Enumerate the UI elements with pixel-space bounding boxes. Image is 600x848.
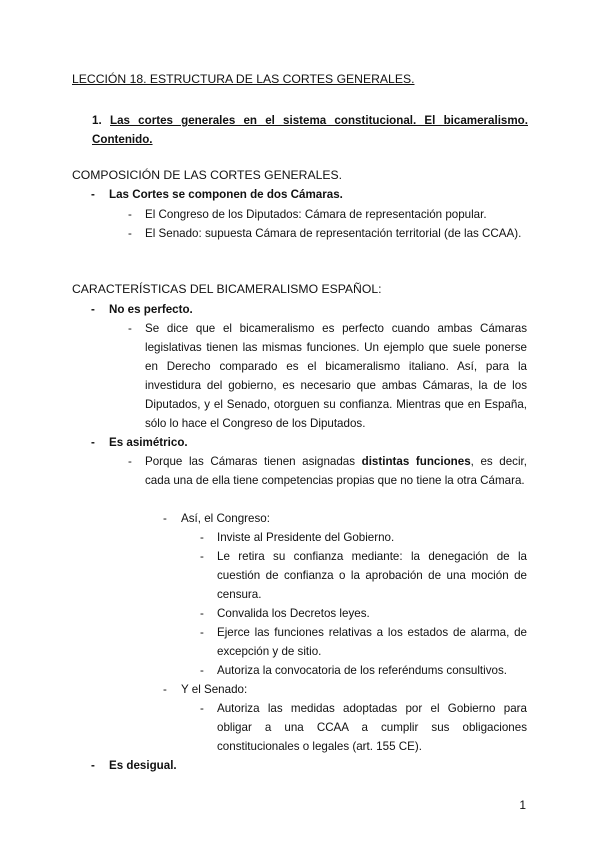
bullet-dash: - <box>200 664 204 677</box>
composicion-heading: COMPOSICIÓN DE LAS CORTES GENERALES. <box>72 168 342 182</box>
asimetrico-text-before: Porque las Cámaras tienen asignadas <box>145 455 362 468</box>
bullet-dash: - <box>200 702 204 715</box>
congreso-item: Inviste al Presidente del Gobierno. <box>217 531 395 544</box>
page-number: 1 <box>519 798 526 812</box>
bullet-dash: - <box>91 303 95 316</box>
desigual-label: Es desigual. <box>109 759 177 772</box>
asimetrico-text <box>145 452 527 490</box>
asimetrico-label: Es asimétrico. <box>109 436 188 449</box>
bullet-dash: - <box>163 512 167 525</box>
no-perfecto-text: Se dice que el bicameralismo es perfecto cuando ambas Cámaras legislativas tienen las mismas funciones. Un ejemplo que suele ponerse en Derecho comparado es el bicameralismo italiano. Así, para la investidura del gobierno, es necesario que ambas Cámaras, la de los Diputados, y el Senado, otorguen su confianza. Mientras que en España, sólo lo hace el Congreso de los Diputados. <box>145 322 527 430</box>
asimetrico-text-after: , es decir, cada una de ella tiene competencias propias que no tiene la otra Cámara. <box>145 455 527 487</box>
congreso-item: Convalida los Decretos leyes. <box>217 607 370 620</box>
section-number: 1. <box>92 114 102 127</box>
congreso-item: Ejerce las funciones relativas a los estados de alarma, de excepción y de sitio. <box>217 626 527 658</box>
bullet-dash: - <box>200 607 204 620</box>
bullet-dash: - <box>163 683 167 696</box>
asimetrico-text-bold: distintas funciones <box>361 455 471 468</box>
section-text: Las cortes generales en el sistema constitucional. El bicameralismo. Contenido. <box>92 114 528 146</box>
no-perfecto-label: No es perfecto. <box>109 303 193 316</box>
congreso-label: Así, el Congreso: <box>181 512 270 525</box>
section-heading-1 <box>92 111 528 149</box>
congreso-item: Le retira su confianza mediante: la denegación de la cuestión de confianza o la aprobación de una moción de censura. <box>217 550 527 601</box>
composicion-item-senado: El Senado: supuesta Cámara de representación territorial (de las CCAA). <box>145 227 522 240</box>
bullet-dash: - <box>91 436 95 449</box>
bullet-dash: - <box>91 759 95 772</box>
composicion-bullet: Las Cortes se componen de dos Cámaras. <box>109 188 343 201</box>
bullet-dash: - <box>128 208 132 221</box>
caracteristicas-heading: CARACTERÍSTICAS DEL BICAMERALISMO ESPAÑOL: <box>72 282 382 296</box>
senado-label: Y el Senado: <box>181 683 248 696</box>
bullet-dash: - <box>128 455 132 468</box>
composicion-item-congreso: El Congreso de los Diputados: Cámara de representación popular. <box>145 208 487 221</box>
senado-item: Autoriza las medidas adoptadas por el Gobierno para obligar a una CCAA a cumplir sus obligaciones constitucionales o legales (art. 155 CE). <box>217 702 527 753</box>
bullet-dash: - <box>200 550 204 563</box>
bullet-dash: - <box>128 227 132 240</box>
bullet-dash: - <box>91 188 95 201</box>
lesson-title: LECCIÓN 18. ESTRUCTURA DE LAS CORTES GENERALES. <box>72 72 415 86</box>
bullet-dash: - <box>128 322 132 335</box>
bullet-dash: - <box>200 626 204 639</box>
congreso-item: Autoriza la convocatoria de los referéndums consultivos. <box>217 664 507 677</box>
bullet-dash: - <box>200 531 204 544</box>
